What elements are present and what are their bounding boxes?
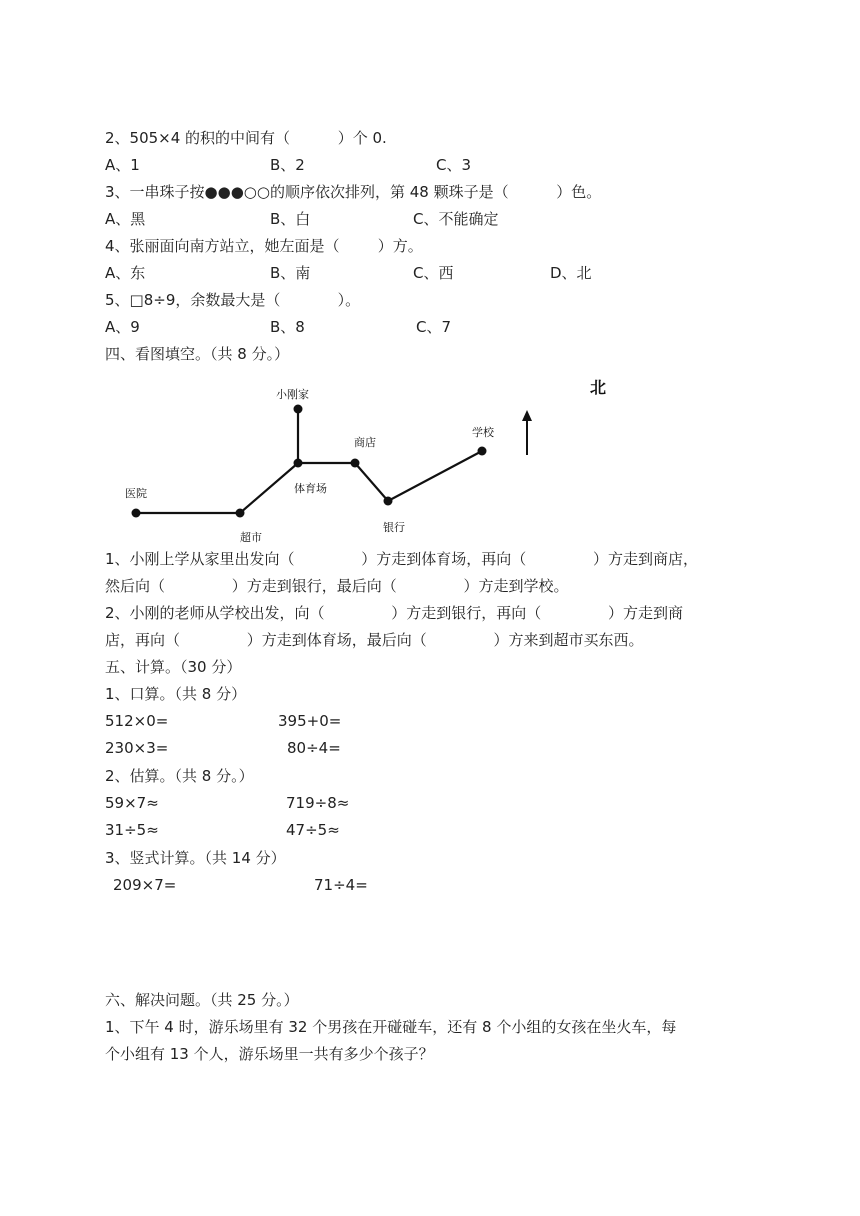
q2-option-b: B、2 <box>270 156 305 174</box>
q5-stem: 5、□8÷9，余数最大是（ ）。 <box>105 291 361 309</box>
bank-label: 银行 <box>383 521 405 534</box>
oral-item: 395+0= <box>278 712 342 730</box>
section-4-title: 四、看图填空。（共 8 分。） <box>105 345 290 363</box>
route-lines <box>136 409 482 513</box>
q3-stem: 3、一串珠子按●●●○○的顺序依次排列，第 48 颗珠子是（ ）色。 <box>105 183 602 201</box>
vertical-item: 71÷4= <box>314 876 368 894</box>
problem-1-line-2: 个小组有 13 个人，游乐场里一共有多少个孩子？ <box>105 1045 434 1063</box>
bank-point <box>384 497 393 506</box>
fill-line-3: 2、小刚的老师从学校出发，向（ ）方走到银行，再向（ ）方走到商 <box>105 604 684 622</box>
fill-line-1: 1、小刚上学从家里出发向（ ）方走到体育场，再向（ ）方走到商店， <box>105 550 699 568</box>
q5-option-b: B、8 <box>270 318 305 336</box>
q4-option-b: B、南 <box>270 264 311 282</box>
market-label: 超市 <box>240 531 262 544</box>
q2-stem: 2、505×4 的积的中间有（ ）个 0. <box>105 129 387 147</box>
route-points <box>132 405 487 518</box>
hospital-label: 医院 <box>125 487 147 500</box>
route-map <box>0 0 860 560</box>
oral-title: 1、口算。（共 8 分） <box>105 685 247 703</box>
q3-option-a: A、黑 <box>105 210 146 228</box>
q3-option-c: C、不能确定 <box>413 210 499 228</box>
school-point <box>478 447 487 456</box>
q4-option-a: A、东 <box>105 264 146 282</box>
q2-option-c: C、3 <box>436 156 472 174</box>
shop-label: 商店 <box>354 436 376 449</box>
estimate-title: 2、估算。（共 8 分。） <box>105 767 254 785</box>
fill-line-2: 然后向（ ）方走到银行，最后向（ ）方走到学校。 <box>105 577 569 595</box>
north-label: 北 <box>590 378 607 397</box>
q4-stem: 4、张丽面向南方站立，她左面是（ ）方。 <box>105 237 423 255</box>
market-point <box>236 509 245 518</box>
q3-option-b: B、白 <box>270 210 311 228</box>
vertical-title: 3、竖式计算。（共 14 分） <box>105 849 286 867</box>
home-label: 小刚家 <box>276 388 309 401</box>
fill-line-4: 店，再向（ ）方走到体育场，最后向（ ）方来到超市买东西。 <box>105 631 644 649</box>
q5-option-c: C、7 <box>416 318 452 336</box>
shop-point <box>351 459 360 468</box>
stadium-point <box>294 459 303 468</box>
q5-option-a: A、9 <box>105 318 140 336</box>
problem-1-line-1: 1、下午 4 时，游乐场里有 32 个男孩在开碰碰车，还有 8 个小组的女孩在坐火车，每 <box>105 1018 677 1036</box>
north-arrow-icon <box>522 410 532 455</box>
q4-option-c: C、西 <box>413 264 454 282</box>
stadium-label: 体育场 <box>294 482 327 495</box>
oral-item: 230×3= <box>105 739 169 757</box>
home-point <box>294 405 303 414</box>
vertical-item: 209×7= <box>113 876 177 894</box>
section-6-title: 六、解决问题。（共 25 分。） <box>105 991 299 1009</box>
hospital-point <box>132 509 141 518</box>
oral-item: 80÷4= <box>287 739 341 757</box>
estimate-item: 47÷5≈ <box>286 821 340 839</box>
q2-option-a: A、1 <box>105 156 140 174</box>
oral-item: 512×0= <box>105 712 169 730</box>
section-5-title: 五、计算。（30 分） <box>105 658 242 676</box>
estimate-item: 59×7≈ <box>105 794 159 812</box>
q4-option-d: D、北 <box>550 264 592 282</box>
school-label: 学校 <box>472 426 494 439</box>
estimate-item: 31÷5≈ <box>105 821 159 839</box>
estimate-item: 719÷8≈ <box>286 794 350 812</box>
